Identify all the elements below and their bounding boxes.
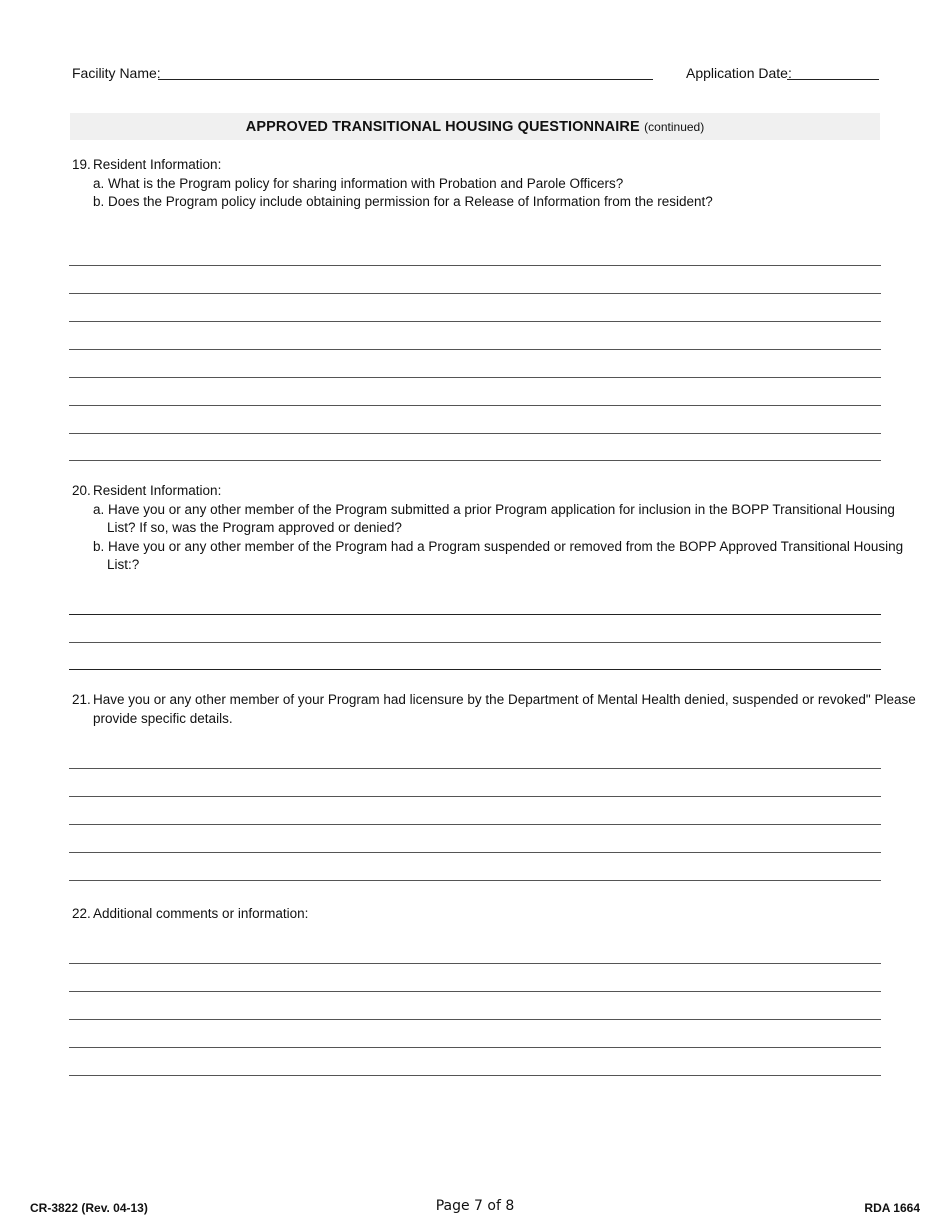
q21-text-cont: provide specific details.	[93, 711, 233, 726]
q22-answer-line[interactable]	[69, 1019, 881, 1020]
q19-number: 19.	[72, 157, 91, 172]
q22-answer-line[interactable]	[69, 1047, 881, 1048]
page-number: Page 7 of 8	[435, 1198, 515, 1214]
form-id: CR-3822 (Rev. 04-13)	[30, 1201, 148, 1215]
q21-answer-line[interactable]	[69, 768, 881, 769]
q21-text: Have you or any other member of your Program had licensure by the Department of Mental Health denied, suspended or revoked" Please	[93, 692, 916, 707]
q19-part-a: a. What is the Program policy for sharing information with Probation and Parole Officers?	[93, 176, 624, 191]
q20-answer-line[interactable]	[69, 669, 881, 670]
q20-part-a: a. Have you or any other member of the Program submitted a prior Program application for inclusion in the BOPP Transitional Housing	[93, 502, 895, 517]
application-date-field[interactable]	[787, 79, 879, 80]
q19-answer-line[interactable]	[69, 293, 881, 294]
q22-number: 22.	[72, 906, 91, 921]
q19-answer-line[interactable]	[69, 377, 881, 378]
q22-answer-line[interactable]	[69, 991, 881, 992]
q22-answer-line[interactable]	[69, 963, 881, 964]
q19-answer-line[interactable]	[69, 433, 881, 434]
q22-label: Additional comments or information:	[93, 906, 309, 921]
q19-answer-line[interactable]	[69, 265, 881, 266]
rda-number: RDA 1664	[864, 1201, 920, 1215]
q19-label: Resident Information:	[93, 157, 222, 172]
q20-label: Resident Information:	[93, 483, 222, 498]
q19-part-b: b. Does the Program policy include obtaining permission for a Release of Information from the resident?	[93, 194, 713, 209]
form-title-continued: (continued)	[644, 120, 705, 134]
q22-answer-line[interactable]	[69, 1075, 881, 1076]
q19-answer-line[interactable]	[69, 349, 881, 350]
form-title: APPROVED TRANSITIONAL HOUSING QUESTIONNAIRE	[245, 119, 640, 135]
q20-answer-line[interactable]	[69, 614, 881, 615]
q20-part-b: b. Have you or any other member of the Program had a Program suspended or removed from the BOPP Approved Transitional Housing	[93, 539, 904, 554]
q20-part-b-cont: List:?	[107, 557, 140, 572]
q21-answer-line[interactable]	[69, 852, 881, 853]
q21-answer-line[interactable]	[69, 880, 881, 881]
q21-answer-line[interactable]	[69, 824, 881, 825]
q21-number: 21.	[72, 692, 91, 707]
q19-answer-line[interactable]	[69, 405, 881, 406]
q20-answer-line[interactable]	[69, 642, 881, 643]
q19-answer-line[interactable]	[69, 321, 881, 322]
application-date-label: Application Date:	[686, 65, 792, 81]
facility-name-label: Facility Name:	[72, 65, 161, 81]
q20-number: 20.	[72, 483, 91, 498]
q21-answer-line[interactable]	[69, 796, 881, 797]
form-title-band	[70, 113, 880, 140]
facility-name-field[interactable]	[158, 79, 653, 80]
q20-part-a-cont: List? If so, was the Program approved or denied?	[107, 520, 402, 535]
q19-answer-line[interactable]	[69, 460, 881, 461]
